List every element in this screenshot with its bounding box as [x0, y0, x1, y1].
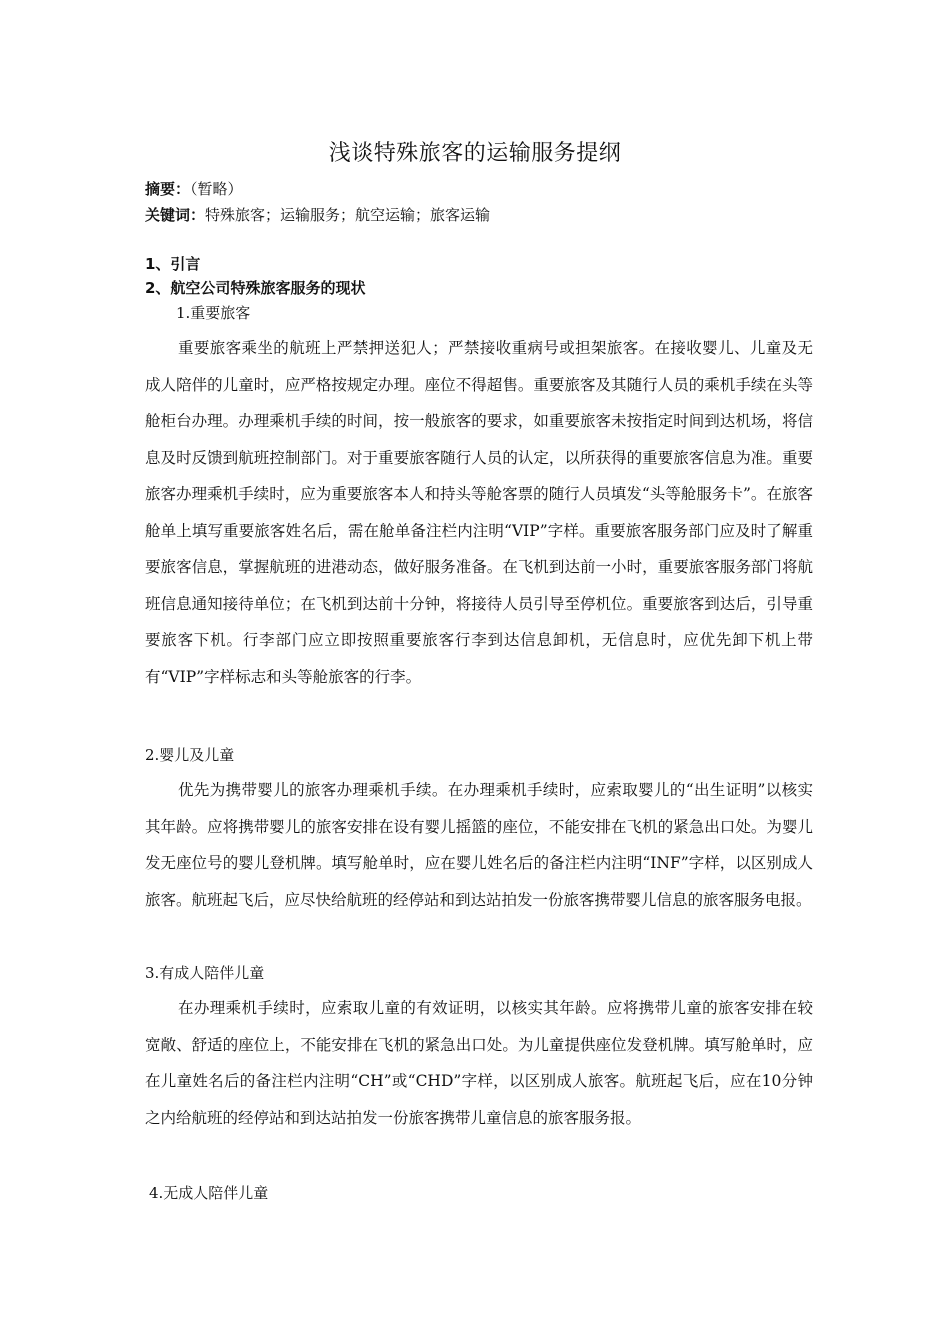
paragraph-vip: 重要旅客乘坐的航班上严禁押送犯人；严禁接收重病号或担架旅客。在接收婴儿、儿童及无成人陪伴的儿童时，应严格按规定办理。座位不得超售。重要旅客及其随行人员的乘机手续在头等舱柜台办理。办理乘机手续的时间，按一般旅客的要求，如重要旅客未按指定时间到达机场，将信息及时反馈到航班控制部门。对于重要旅客随行人员的认定，以所获得的重要旅客信息为准。重要旅客办理乘机手续时，应为重要旅客本人和持头等舱客票的随行人员填发“头等舱服务卡”。在旅客舱单上填写重要旅客姓名后，需在舱单备注栏内注明“VIP”字样。重要旅客服务部门应及时了解重要旅客信息，掌握航班的进港动态，做好服务准备。在飞机到达前一小时，重要旅客服务部门将航班信息通知接待单位；在飞机到达前十分钟，将接待人员引导至停机位。重要旅客到达后，引导重要旅客下机。行李部门应立即按照重要旅客行李到达信息卸机，无信息时，应优先卸下机上带有“VIP”字样标志和头等舱旅客的行李。 [145, 339, 813, 686]
section-heading-status: 2、航空公司特殊旅客服务的现状 [145, 279, 366, 297]
keywords-label: 关键词： [145, 206, 206, 224]
section-heading-intro: 1、引言 [145, 255, 201, 273]
keywords-text: 特殊旅客；运输服务；航空运输；旅客运输 [205, 206, 491, 224]
paragraph-accompanied-child: 在办理乘机手续时，应索取儿童的有效证明，以核实其年龄。应将携带儿童的旅客安排在较宽敞、舒适的座位上，不能安排在飞机的紧急出口处。为儿童提供座位发登机牌。填写舱单时，应在儿童姓名后的备注栏内注明“CH”或“CHD”字样，以区别成人旅客。航班起飞后，应在10分钟之内给航班的经停站和到达站拍发一份旅客携带儿童信息的旅客服务报。 [145, 999, 813, 1127]
keywords-line [145, 204, 490, 225]
subheading-unaccompanied-child: 4.无成人陪伴儿童 [149, 1184, 269, 1202]
subheading-vip: 1.重要旅客 [176, 304, 251, 322]
paragraph-infant: 优先为携带婴儿的旅客办理乘机手续。在办理乘机手续时，应索取婴儿的“出生证明”以核实其年龄。应将携带婴儿的旅客安排在设有婴儿摇篮的座位，不能安排在飞机的紧急出口处。为婴儿发无座位号的婴儿登机牌。填写舱单时，应在婴儿姓名后的备注栏内注明“INF”字样，以区别成人旅客。航班起飞后，应尽快给航班的经停站和到达站拍发一份旅客携带婴儿信息的旅客服务电报。 [145, 781, 813, 909]
abstract-line [145, 178, 243, 199]
abstract-text: （暂略） [190, 180, 243, 198]
subheading-accompanied-child: 3.有成人陪伴儿童 [145, 964, 265, 982]
subheading-infant: 2.婴儿及儿童 [145, 746, 235, 764]
abstract-label: 摘要： [145, 180, 191, 198]
document-title: 浅谈特殊旅客的运输服务提纲 [328, 141, 622, 166]
